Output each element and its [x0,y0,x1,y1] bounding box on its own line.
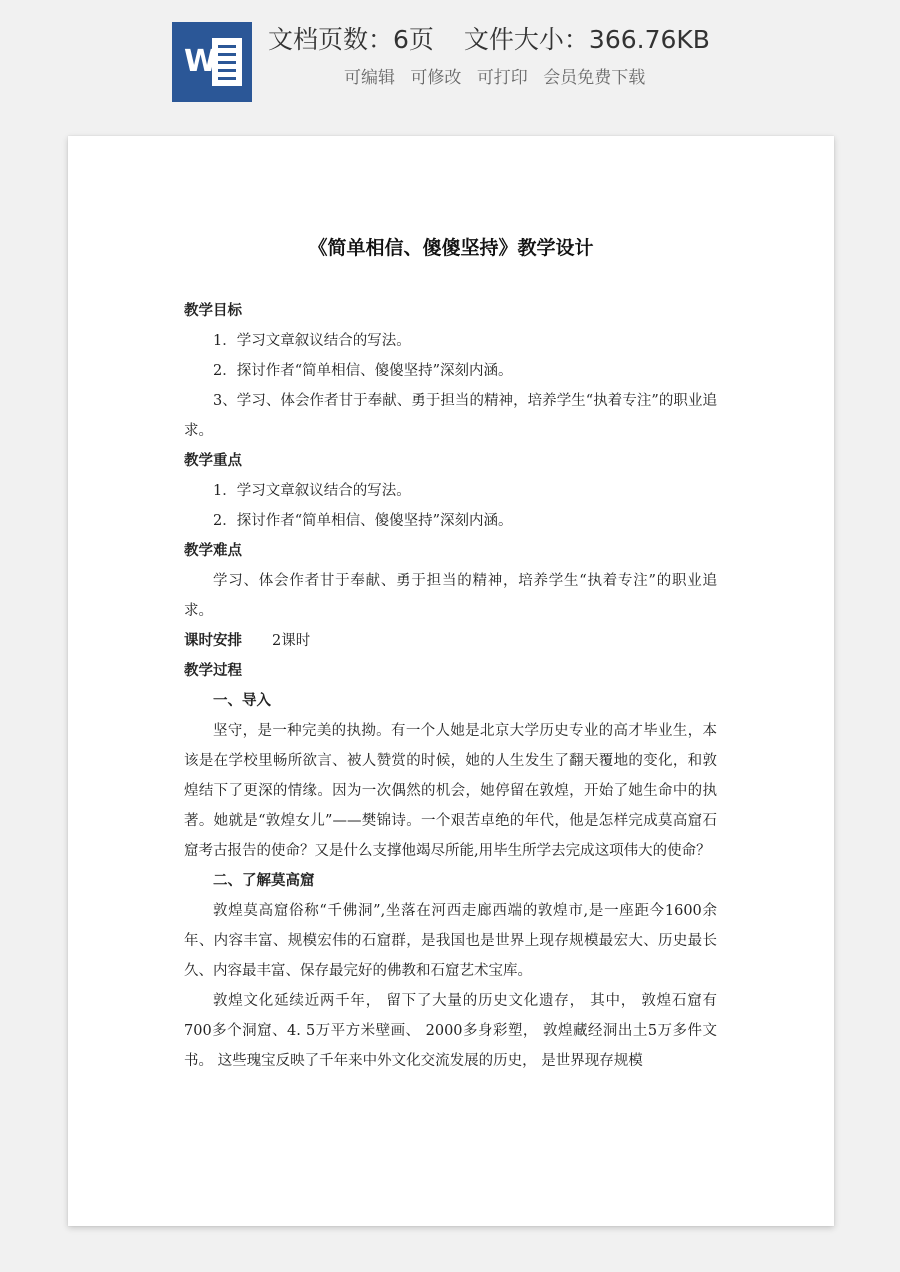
section-mogao-heading: 二、了解莫高窟 [213,872,315,889]
document-body [184,296,717,1076]
section-intro-text: 坚守，是一种完美的执拗。有一个人她是北京大学历史专业的高才毕业生，本该是在学校里畅所欲言、被人赞赏的时候，她的人生发生了翻天覆地的变化，和敦煌结下了更深的情缘。因为一次偶然的机会，她停留在敦煌，开始了她生命中的执著。她就是“敦煌女儿”——樊锦诗。一个艰苦卓绝的年代，他是怎样完成莫高窟石窟考古报告的使命？又是什么支撑他竭尽所能,用毕生所学去完成这项伟大的使命？ [184,723,717,859]
feature-list [344,64,645,92]
file-info [268,22,710,58]
key-point-item: 2．探讨作者“简单相信、傻傻坚持”深刻内涵。 [213,513,513,529]
goals-heading: 教学目标 [184,302,242,319]
section-intro-heading: 一、导入 [213,692,271,709]
key-point-item: 1．学习文章叙议结合的写法。 [213,483,411,499]
section-mogao-paragraph: 敦煌莫高窟俗称“千佛洞”,坐落在河西走廊西端的敦煌市,是一座距今1600余年、内容丰富、规模宏伟的石窟群，是我国也是世界上现存规模最宏大、历史最长久、内容最丰富、保存最完好的佛教和石窟艺术宝库。 [184,903,717,979]
document-title: 《简单相信、傻傻坚持》教学设计 [308,237,594,259]
schedule-value: 2课时 [272,633,311,649]
feature-modifiable: 可修改 [410,68,462,88]
document-page [68,136,834,1226]
goal-item: 3、学习、体会作者甘于奉献、勇于担当的精神，培养学生“执着专注”的职业追求。 [184,393,717,439]
schedule-heading: 课时安排 [184,632,242,649]
page-count: 文档页数：6页 [268,25,434,54]
goal-item: 2．探讨作者“简单相信、傻傻坚持”深刻内涵。 [213,363,513,379]
schedule-line [184,626,717,656]
difficulty-text: 学习、体会作者甘于奉献、勇于担当的精神，培养学生“执着专注”的职业追求。 [184,573,717,619]
feature-member-download: 会员免费下载 [543,68,646,88]
goal-item: 1．学习文章叙议结合的写法。 [213,333,411,349]
section-mogao-paragraph: 敦煌文化延续近两千年， 留下了大量的历史文化遗存， 其中， 敦煌石窟有700多个洞窟、4. 5万平方米壁画、 2000多身彩塑， 敦煌藏经洞出土5万多件文书。 这些瑰宝反映了千年来中外文化交流发展的历史， 是世界现存规模 [184,993,717,1069]
word-document-icon [172,22,252,102]
download-banner [0,0,900,120]
file-size: 文件大小：366.76KB [463,25,710,54]
word-letter: W [183,44,217,79]
key-points-heading: 教学重点 [184,452,242,469]
process-heading: 教学过程 [184,662,242,679]
difficulty-heading: 教学难点 [184,542,242,559]
feature-printable: 可打印 [476,68,528,88]
feature-editable: 可编辑 [344,68,395,88]
